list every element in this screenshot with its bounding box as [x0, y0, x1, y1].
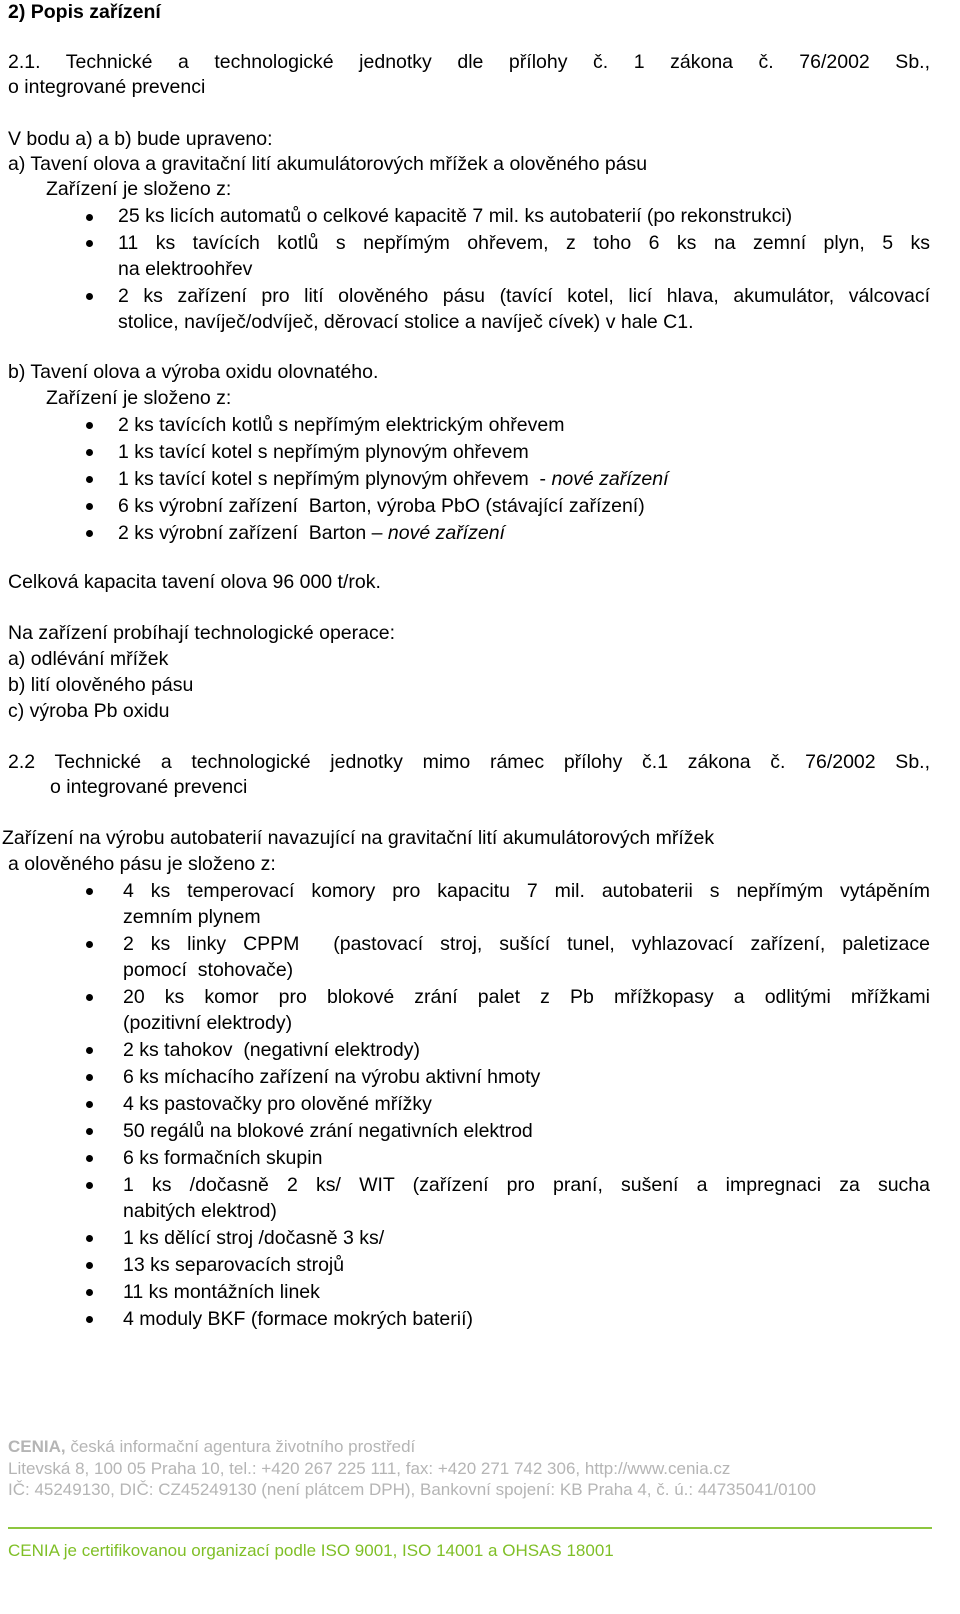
item-a-subtitle: Zařízení je složeno z: [46, 178, 232, 200]
list-item: 25 ks licích automatů o celkové kapacitě 7 mil. ks autobaterií (po rekonstrukci) [118, 205, 793, 227]
subsection-2-2-title-cont: o integrované prevenci [50, 776, 248, 798]
list-item-cont: stolice, navíječ/odvíječ, děrovací stolice a navíječ cívek) v hale C1. [118, 311, 694, 333]
autobattery-intro: Zařízení na výrobu autobaterií navazující na gravitační lití akumulátorových mřížek [2, 827, 715, 849]
list-item: 4 ks pastovačky pro olověné mřížky [123, 1093, 432, 1115]
list-item: 6 ks výrobní zařízení Barton, výroba PbO (stávající zařízení) [118, 495, 645, 517]
list-item: 6 ks míchacího zařízení na výrobu aktivní hmoty [123, 1066, 541, 1088]
bullet-icon [86, 293, 93, 300]
list-item: 2 ks tavících kotlů s nepřímým elektrickým ohřevem [118, 414, 565, 436]
list-item: 2 ks výrobní zařízení Barton – nové zařízení [118, 522, 505, 544]
operation-item: b) lití olověného pásu [8, 674, 194, 696]
capacity-text: Celková kapacita tavení olova 96 000 t/rok. [8, 571, 381, 593]
bullet-icon [86, 449, 93, 456]
bullet-icon [86, 941, 93, 948]
list-item-cont: zemním plynem [123, 906, 261, 928]
footer-divider [8, 1527, 932, 1529]
bullet-icon [86, 530, 93, 537]
bullet-icon [86, 888, 93, 895]
bullet-icon [86, 1289, 93, 1296]
footer-ids: IČ: 45249130, DIČ: CZ45249130 (není plátcem DPH), Bankovní spojení: KB Praha 4, č. ú.: 44735041/0100 [8, 1480, 816, 1499]
list-item: 2 ks linky CPPM (pastovací stroj, sušící tunel, vyhlazovací zařízení, paletizace [123, 933, 930, 955]
bullet-icon [86, 214, 93, 221]
footer-address: Litevská 8, 100 05 Praha 10, tel.: +420 267 225 111, fax: +420 271 742 306, http://www.cenia.cz [8, 1459, 731, 1478]
list-item: 2 ks zařízení pro lití olověného pásu (tavící kotel, licí hlava, akumulátor, válcovací [118, 285, 930, 307]
operation-item: c) výroba Pb oxidu [8, 700, 170, 722]
list-item: 1 ks tavící kotel s nepřímým plynovým ohřevem [118, 441, 529, 463]
bullet-icon [86, 1262, 93, 1269]
list-item: 50 regálů na blokové zrání negativních elektrod [123, 1120, 533, 1142]
list-item: 11 ks tavících kotlů s nepřímým ohřevem, z toho 6 ks na zemní plyn, 5 ks [118, 232, 930, 254]
bullet-icon [86, 476, 93, 483]
intro-text: V bodu a) a b) bude upraveno: [8, 128, 273, 150]
bullet-icon [86, 1047, 93, 1054]
bullet-icon [86, 1235, 93, 1242]
bullet-icon [86, 1101, 93, 1108]
item-b-title: b) Tavení olova a výroba oxidu olovnatého. [8, 361, 379, 383]
list-item: 11 ks montážních linek [123, 1281, 320, 1303]
bullet-icon [86, 1128, 93, 1135]
bullet-icon [86, 503, 93, 510]
bullet-icon [86, 1182, 93, 1189]
bullet-icon [86, 1155, 93, 1162]
list-item: 4 ks temperovací komory pro kapacitu 7 mil. autobaterii s nepřímým vytápěním [123, 880, 930, 902]
list-item: 4 moduly BKF (formace mokrých baterií) [123, 1308, 474, 1330]
list-item-cont: pomocí stohovače) [123, 959, 294, 981]
list-item-cont: (pozitivní elektrody) [123, 1012, 293, 1034]
bullet-icon [86, 422, 93, 429]
bullet-icon [86, 1316, 93, 1323]
item-a-title: a) Tavení olova a gravitační lití akumulátorových mřížek a olověného pásu [8, 153, 648, 175]
list-item: 2 ks tahokov (negativní elektrody) [123, 1039, 420, 1061]
footer-certification: CENIA je certifikovanou organizací podle ISO 9001, ISO 14001 a OHSAS 18001 [8, 1541, 614, 1560]
operation-item: a) odlévání mřížek [8, 648, 169, 670]
bullet-icon [86, 994, 93, 1001]
footer-organization: CENIA, česká informační agentura životního prostředí [8, 1437, 416, 1456]
section-heading: 2) Popis zařízení [8, 1, 161, 23]
list-item: 20 ks komor pro blokové zrání palet z Pb mřížkopasy a odlitými mřížkami [123, 986, 930, 1008]
subsection-2-2-title: 2.2 Technické a technologické jednotky mimo rámec přílohy č.1 zákona č. 76/2002 Sb., [8, 751, 930, 773]
list-item: 13 ks separovacích strojů [123, 1254, 345, 1276]
subsection-2-1-title-cont: o integrované prevenci [8, 76, 206, 98]
subsection-2-1-title: 2.1. Technické a technologické jednotky dle přílohy č. 1 zákona č. 76/2002 Sb., [8, 51, 930, 73]
item-b-subtitle: Zařízení je složeno z: [46, 387, 232, 409]
list-item-cont: nabitých elektrod) [123, 1200, 277, 1222]
list-item: 1 ks /dočasně 2 ks/ WIT (zařízení pro praní, sušení a impregnaci za sucha [123, 1174, 930, 1196]
bullet-icon [86, 1074, 93, 1081]
list-item: 6 ks formačních skupin [123, 1147, 323, 1169]
list-item: 1 ks tavící kotel s nepřímým plynovým ohřevem - nové zařízení [118, 468, 669, 490]
autobattery-intro-cont: a olověného pásu je složeno z: [8, 853, 276, 875]
operations-title: Na zařízení probíhají technologické operace: [8, 622, 395, 644]
bullet-icon [86, 240, 93, 247]
list-item-cont: na elektroohřev [118, 258, 253, 280]
list-item: 1 ks dělící stroj /dočasně 3 ks/ [123, 1227, 385, 1249]
